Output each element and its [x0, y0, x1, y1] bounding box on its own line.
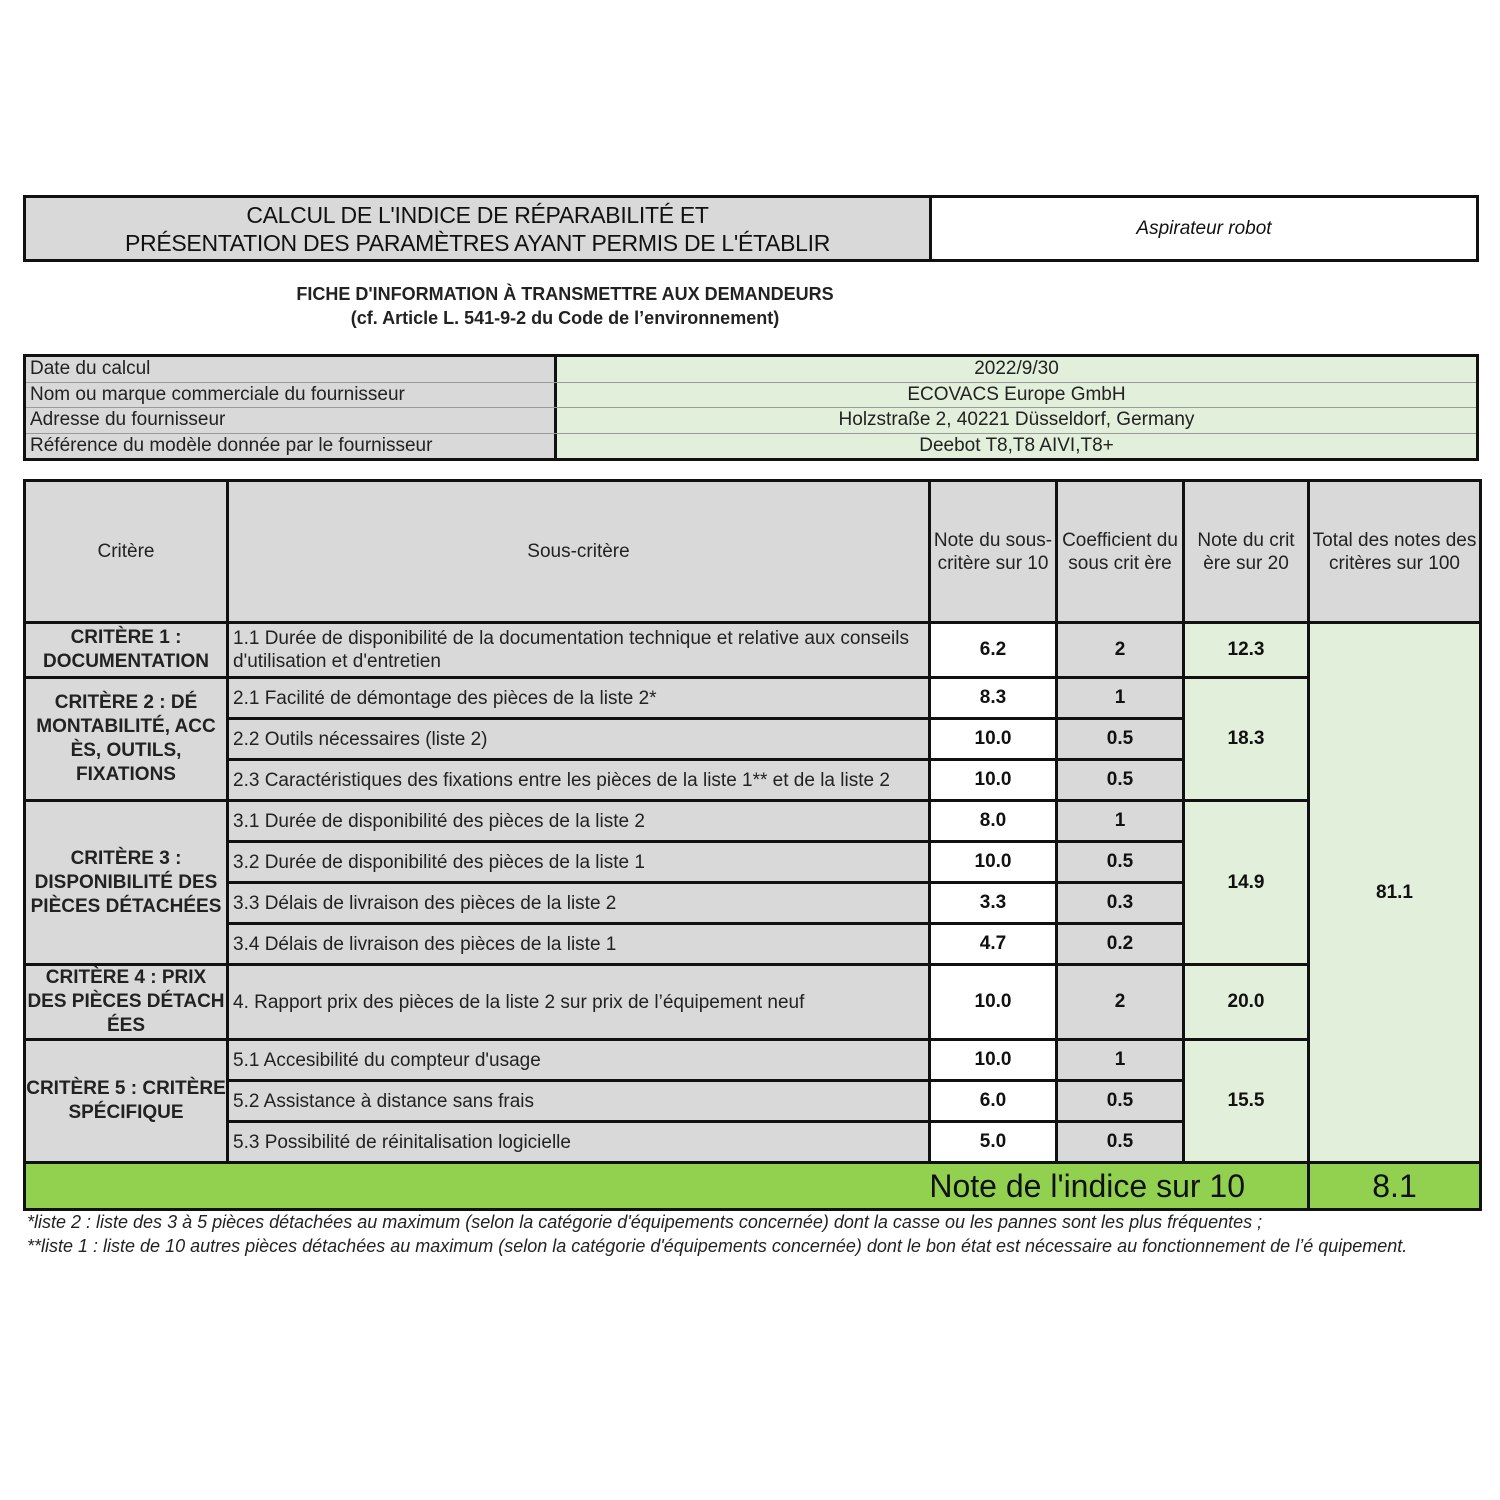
info-label: Adresse du fournisseur: [26, 408, 557, 433]
subcriterion-note: 8.0: [930, 801, 1057, 842]
table-header-row: [25, 481, 1481, 623]
subcriterion-coef: 1: [1057, 801, 1184, 842]
title-line-1: CALCUL DE L'INDICE DE RÉPARABILITÉ ET: [246, 201, 709, 228]
subcriterion-coef: 1: [1057, 678, 1184, 719]
subcriterion-note: 10.0: [930, 965, 1057, 1040]
info-label: Nom ou marque commerciale du fournisseur: [26, 383, 557, 408]
footnote-liste-2: *liste 2 : liste des 3 à 5 pièces détachées au maximum (selon la catégorie d'équipements concernée) dont la casse ou les pannes sont les plus fréquentes ;: [27, 1212, 1263, 1232]
subcriterion-note: 5.0: [930, 1122, 1057, 1163]
header-critere: Critère: [25, 481, 228, 623]
info-row-supplier-name: [26, 382, 1476, 408]
subcriterion-coef: 0.3: [1057, 883, 1184, 924]
info-value: Holzstraße 2, 40221 Düsseldorf, Germany: [557, 408, 1476, 433]
info-label: Référence du modèle donnée par le fournisseur: [26, 434, 557, 459]
supplier-info-table: [23, 354, 1479, 461]
subcriterion-label: 3.1 Durée de disponibilité des pièces de la liste 2: [228, 801, 930, 842]
criterion-5-label: CRITÈRE 5 : CRITÈRE SPÉCIFIQUE: [25, 1040, 228, 1163]
subcriterion-label: 3.4 Délais de livraison des pièces de la liste 1: [228, 924, 930, 965]
subcriterion-note: 4.7: [930, 924, 1057, 965]
final-score-value: 8.1: [1309, 1163, 1481, 1210]
subtitle-line-2: (cf. Article L. 541-9-2 du Code de l’environnement): [350, 308, 780, 328]
repairability-table: [23, 479, 1482, 1211]
subcriterion-label: 5.1 Accesibilité du compteur d'usage: [228, 1040, 930, 1081]
info-value: 2022/9/30: [557, 357, 1476, 382]
criterion-3-score: 14.9: [1184, 801, 1309, 965]
header-note-critere: Note du crit ère sur 20: [1184, 481, 1309, 623]
subcriterion-label: 2.2 Outils nécessaires (liste 2): [228, 719, 930, 760]
subcriterion-coef: 1: [1057, 1040, 1184, 1081]
document-title: [26, 198, 932, 259]
criterion-2-score: 18.3: [1184, 678, 1309, 801]
subcriterion-coef: 0.5: [1057, 719, 1184, 760]
info-value: Deebot T8,T8 AIVI,T8+: [557, 434, 1476, 459]
subcriterion-coef: 2: [1057, 623, 1184, 678]
header-note-sous-critere: Note du sous-critère sur 10: [930, 481, 1057, 623]
subcriterion-coef: 0.2: [1057, 924, 1184, 965]
subcriterion-note: 10.0: [930, 719, 1057, 760]
table-row: [25, 801, 1481, 842]
subcriterion-note: 8.3: [930, 678, 1057, 719]
subcriterion-label: 2.3 Caractéristiques des fixations entre les pièces de la liste 1** et de la liste 2: [228, 760, 930, 801]
subcriterion-note: 6.0: [930, 1081, 1057, 1122]
subcriterion-coef: 0.5: [1057, 842, 1184, 883]
subcriterion-coef: 0.5: [1057, 760, 1184, 801]
table-row: [25, 1040, 1481, 1081]
header-total: Total des notes des critères sur 100: [1309, 481, 1481, 623]
table-row: [25, 678, 1481, 719]
subcriterion-label: 3.2 Durée de disponibilité des pièces de la liste 1: [228, 842, 930, 883]
subcriterion-label: 3.3 Délais de livraison des pièces de la liste 2: [228, 883, 930, 924]
subcriterion-coef: 0.5: [1057, 1081, 1184, 1122]
subcriterion-note: 10.0: [930, 842, 1057, 883]
subcriterion-coef: 0.5: [1057, 1122, 1184, 1163]
subcriterion-note: 6.2: [930, 623, 1057, 678]
subcriterion-label: 5.2 Assistance à distance sans frais: [228, 1081, 930, 1122]
criterion-3-label: CRITÈRE 3 : DISPONIBILITÉ DES PIÈCES DÉTACHÉES: [25, 801, 228, 965]
subcriterion-note: 3.3: [930, 883, 1057, 924]
criterion-5-score: 15.5: [1184, 1040, 1309, 1163]
info-value: ECOVACS Europe GmbH: [557, 383, 1476, 408]
info-row-model-reference: [26, 433, 1476, 459]
subcriterion-coef: 2: [1057, 965, 1184, 1040]
final-score-label: Note de l'indice sur 10: [25, 1163, 1309, 1210]
title-line-2: PRÉSENTATION DES PARAMÈTRES AYANT PERMIS DE L'ÉTABLIR: [124, 229, 831, 256]
criterion-4-label: CRITÈRE 4 : PRIX DES PIÈCES DÉTACH ÉES: [25, 965, 228, 1040]
info-row-date: [26, 357, 1476, 382]
subtitle: [150, 282, 980, 330]
criterion-1-score: 12.3: [1184, 623, 1309, 678]
criterion-2-label: CRITÈRE 2 : DÉ MONTABILITÉ, ACC ÈS, OUTILS, FIXATIONS: [25, 678, 228, 801]
footnote-liste-1: **liste 1 : liste de 10 autres pièces détachées au maximum (selon la catégorie d'équipements concernée) dont le bon état est nécessaire au fonctionnement de l’é quipement.: [27, 1235, 1408, 1256]
info-label: Date du calcul: [26, 357, 557, 382]
subcriterion-label: 5.3 Possibilité de réinitalisation logicielle: [228, 1122, 930, 1163]
subcriterion-label: 1.1 Durée de disponibilité de la documentation technique et relative aux conseils d'utilisation et d'entretien: [228, 623, 930, 678]
info-row-supplier-address: [26, 407, 1476, 433]
product-category: Aspirateur robot: [1136, 217, 1272, 239]
header-sous-critere: Sous-critère: [228, 481, 930, 623]
subcriterion-label: 4. Rapport prix des pièces de la liste 2 sur prix de l’équipement neuf: [228, 965, 930, 1040]
criterion-4-score: 20.0: [1184, 965, 1309, 1040]
subcriterion-note: 10.0: [930, 760, 1057, 801]
criterion-1-label: CRITÈRE 1 : DOCUMENTATION: [25, 623, 228, 678]
header-coefficient: Coefficient du sous crit ère: [1057, 481, 1184, 623]
subtitle-line-1: FICHE D'INFORMATION À TRANSMETTRE AUX DEMANDEURS: [296, 284, 834, 304]
final-score-row: [25, 1163, 1481, 1210]
subcriterion-label: 2.1 Facilité de démontage des pièces de la liste 2*: [228, 678, 930, 719]
title-block: [23, 195, 1479, 262]
footnotes: [27, 1211, 1487, 1258]
table-row: [25, 965, 1481, 1040]
table-row: [25, 623, 1481, 678]
subcriterion-note: 10.0: [930, 1040, 1057, 1081]
total-score-100: 81.1: [1309, 623, 1481, 1163]
